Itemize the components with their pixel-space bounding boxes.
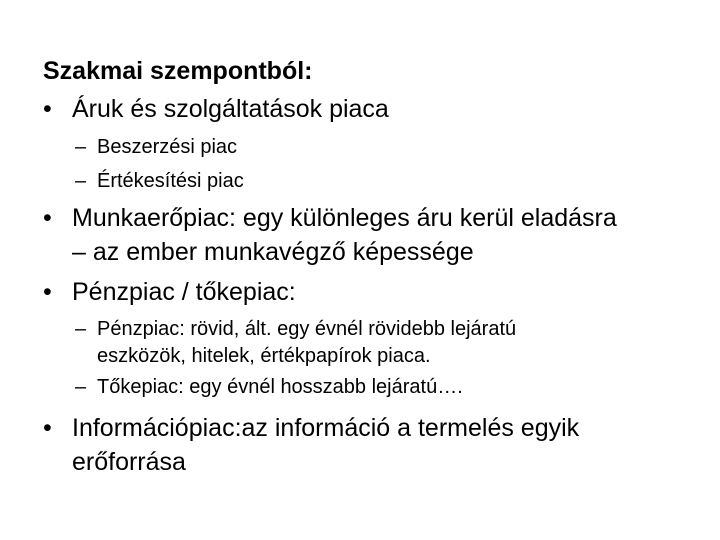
sub-item-capital-market	[75, 375, 463, 399]
bullet-item-labour-market	[43, 203, 617, 267]
bullet-item-money-capital-market	[43, 277, 296, 307]
sub-item-text-line-1: Pénzpiac: rövid, ált. egy évnél rövidebb lejáratú	[97, 318, 517, 340]
bullet-text-line-1: Információpiac:az információ a termelés egyik	[72, 414, 580, 442]
bullet-dot: •	[43, 414, 52, 442]
sub-item-text: Beszerzési piac	[97, 136, 238, 158]
bullet-item-information-market	[43, 413, 579, 477]
slide-heading: Szakmai szempontból:	[43, 57, 313, 85]
dash-bullet: –	[75, 136, 87, 158]
sub-item-sales-market	[75, 169, 244, 193]
bullet-dot: •	[43, 204, 52, 232]
dash-bullet: –	[75, 170, 87, 192]
sub-item-text-line-2: eszközök, hitelek, értékpapírok piaca.	[97, 345, 431, 367]
bullet-text-line-1: Munkaerőpiac: egy különleges áru kerül eladásra	[72, 204, 617, 232]
bullet-dot: •	[43, 95, 52, 123]
sub-item-money-market	[75, 317, 516, 368]
bullet-text-line-2: – az ember munkavégző képessége	[72, 238, 474, 266]
dash-bullet: –	[75, 376, 87, 398]
bullet-dot: •	[43, 278, 52, 306]
sub-item-text: Értékesítési piac	[97, 170, 244, 192]
bullet-text: Áruk és szolgáltatások piaca	[72, 95, 389, 123]
bullet-text: Pénzpiac / tőkepiac:	[72, 278, 296, 306]
bullet-item-goods-services-market	[43, 94, 389, 124]
bullet-text-line-2: erőforrása	[72, 448, 186, 476]
dash-bullet: –	[75, 318, 87, 340]
sub-item-text: Tőkepiac: egy évnél hosszabb lejáratú….	[97, 376, 463, 398]
sub-item-procurement-market	[75, 135, 237, 159]
